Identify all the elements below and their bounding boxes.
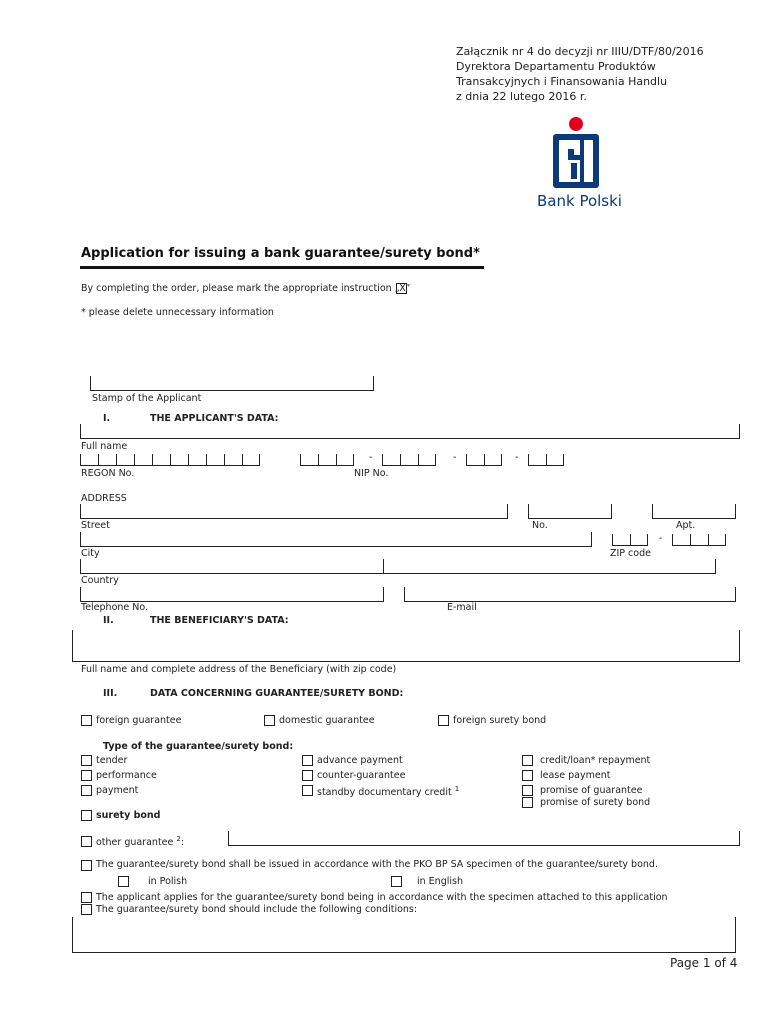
nip-field-part1[interactable] — [300, 454, 354, 466]
applicant-specimen-checkbox[interactable] — [81, 892, 92, 903]
footnote-1: 1 — [454, 785, 460, 793]
advance-payment-checkbox[interactable] — [302, 755, 313, 766]
instruction-text: By completing the order, please mark the appropriate instruction „X” — [81, 283, 411, 294]
conditions-label: The guarantee/surety bond should include the following conditions: — [96, 904, 418, 915]
nip-field-part3[interactable] — [466, 454, 502, 466]
in-english-checkbox[interactable] — [391, 876, 402, 887]
nip-dash-3: - — [515, 452, 519, 463]
full-name-field[interactable] — [80, 424, 740, 439]
foreign-guarantee-label: foreign guarantee — [96, 715, 182, 726]
performance-checkbox[interactable] — [81, 770, 92, 781]
country-field[interactable] — [80, 559, 384, 574]
promise-surety-label: promise of surety bond — [540, 797, 651, 808]
advance-payment-label: advance payment — [317, 755, 403, 766]
payment-checkbox[interactable] — [81, 785, 92, 796]
section1-number: I. — [103, 413, 111, 424]
standby-credit-checkbox[interactable] — [302, 785, 313, 796]
section3-number: III. — [103, 688, 118, 699]
applicant-specimen-label: The applicant applies for the guarantee/surety bond being in accordance with the specimen attached to this application — [96, 892, 668, 903]
footnote-2: 2 — [176, 835, 181, 843]
conditions-checkbox[interactable] — [81, 904, 92, 915]
telephone-label: Telephone No. — [81, 602, 149, 613]
nip-label: NIP No. — [354, 468, 389, 479]
other-guarantee-text: other guarantee — [96, 837, 174, 849]
note-line-1: Załącznik nr 4 do decyzji nr IIIU/DTF/80/2016 — [456, 45, 704, 58]
surety-bond-checkbox[interactable] — [81, 810, 92, 821]
note-line-3: Transakcyjnych i Finansowania Handlu — [456, 75, 668, 88]
page-title: Application for issuing a bank guarantee/surety bond* — [81, 246, 480, 261]
tender-label: tender — [96, 755, 128, 766]
in-polish-checkbox[interactable] — [118, 876, 129, 887]
credit-repayment-checkbox[interactable] — [522, 755, 533, 766]
nip-field-part4[interactable] — [528, 454, 564, 466]
tender-checkbox[interactable] — [81, 755, 92, 766]
section1-title: THE APPLICANT'S DATA: — [150, 413, 279, 424]
pko-logo — [538, 114, 608, 194]
pko-logo-icon — [538, 114, 608, 194]
title-underline — [80, 266, 484, 269]
apt-label: Apt. — [676, 520, 696, 531]
number-label: No. — [532, 520, 548, 531]
lease-payment-label: lease payment — [540, 770, 611, 781]
street-label: Street — [81, 520, 110, 531]
stamp-label: Stamp of the Applicant — [92, 393, 202, 404]
delete-note: * please delete unnecessary information — [81, 307, 274, 318]
other-guarantee-label — [96, 835, 184, 848]
telephone-field[interactable] — [80, 587, 384, 602]
conditions-field[interactable] — [72, 917, 736, 953]
in-english-label: in English — [417, 876, 463, 887]
counter-guarantee-checkbox[interactable] — [302, 770, 313, 781]
promise-surety-checkbox[interactable] — [522, 797, 533, 808]
zip-dash: - — [659, 533, 663, 544]
nip-field-part2[interactable] — [382, 454, 436, 466]
stamp-field[interactable] — [90, 376, 374, 391]
section2-number: II. — [103, 615, 114, 626]
other-guarantee-colon: : — [180, 837, 185, 849]
in-polish-label: in Polish — [148, 876, 188, 887]
specimen-checkbox[interactable] — [81, 860, 92, 871]
foreign-guarantee-checkbox[interactable] — [81, 715, 92, 726]
attachment-note — [456, 44, 704, 104]
email-label: E-mail — [447, 602, 477, 613]
nip-dash-2: - — [453, 452, 457, 463]
counter-guarantee-label: counter-guarantee — [317, 770, 406, 781]
beneficiary-field[interactable] — [72, 630, 740, 662]
street-field[interactable] — [80, 504, 508, 519]
city-label: City — [81, 548, 100, 559]
regon-field[interactable] — [80, 454, 260, 466]
zip-label: ZIP code — [610, 548, 651, 559]
payment-label: payment — [96, 785, 139, 796]
type-heading: Type of the guarantee/surety bond: — [103, 741, 294, 752]
zip-field-part2[interactable] — [672, 534, 726, 546]
foreign-surety-label: foreign surety bond — [453, 715, 547, 726]
performance-label: performance — [96, 770, 157, 781]
address-heading: ADDRESS — [81, 493, 127, 504]
other-guarantee-checkbox[interactable] — [81, 836, 92, 847]
apt-field[interactable] — [652, 504, 736, 519]
credit-repayment-label: credit/loan* repayment — [540, 755, 651, 766]
country-label: Country — [81, 575, 119, 586]
zip-field-part1[interactable] — [612, 534, 648, 546]
regon-label: REGON No. — [81, 468, 135, 479]
standby-credit-text: standby documentary credit — [317, 787, 452, 799]
lease-payment-checkbox[interactable] — [522, 770, 533, 781]
page-number: Page 1 of 4 — [670, 956, 738, 970]
surety-bond-label: surety bond — [96, 810, 161, 821]
section2-title: THE BENEFICIARY'S DATA: — [150, 615, 289, 626]
city-field[interactable] — [80, 532, 592, 547]
note-line-4: z dnia 22 lutego 2016 r. — [456, 90, 587, 103]
email-field[interactable] — [404, 587, 736, 602]
promise-guarantee-checkbox[interactable] — [522, 785, 533, 796]
nip-dash-1: - — [369, 452, 373, 463]
foreign-surety-checkbox[interactable] — [438, 715, 449, 726]
note-line-2: Dyrektora Departamentu Produktów — [456, 60, 656, 73]
instruction-checkbox[interactable] — [396, 283, 407, 294]
other-guarantee-field[interactable] — [228, 831, 740, 846]
country-field-extension[interactable] — [384, 559, 716, 574]
domestic-guarantee-label: domestic guarantee — [279, 715, 375, 726]
number-field[interactable] — [528, 504, 612, 519]
beneficiary-label: Full name and complete address of the Beneficiary (with zip code) — [81, 664, 397, 675]
specimen-label: The guarantee/surety bond shall be issued in accordance with the PKO BP SA specimen of the guarantee/surety bond. — [96, 859, 658, 870]
section3-title: DATA CONCERNING GUARANTEE/SURETY BOND: — [150, 688, 404, 699]
full-name-label: Full name — [81, 441, 128, 452]
standby-credit-label — [317, 785, 459, 798]
promise-guarantee-label: promise of guarantee — [540, 785, 643, 796]
domestic-guarantee-checkbox[interactable] — [264, 715, 275, 726]
bank-name: Bank Polski — [537, 192, 622, 210]
